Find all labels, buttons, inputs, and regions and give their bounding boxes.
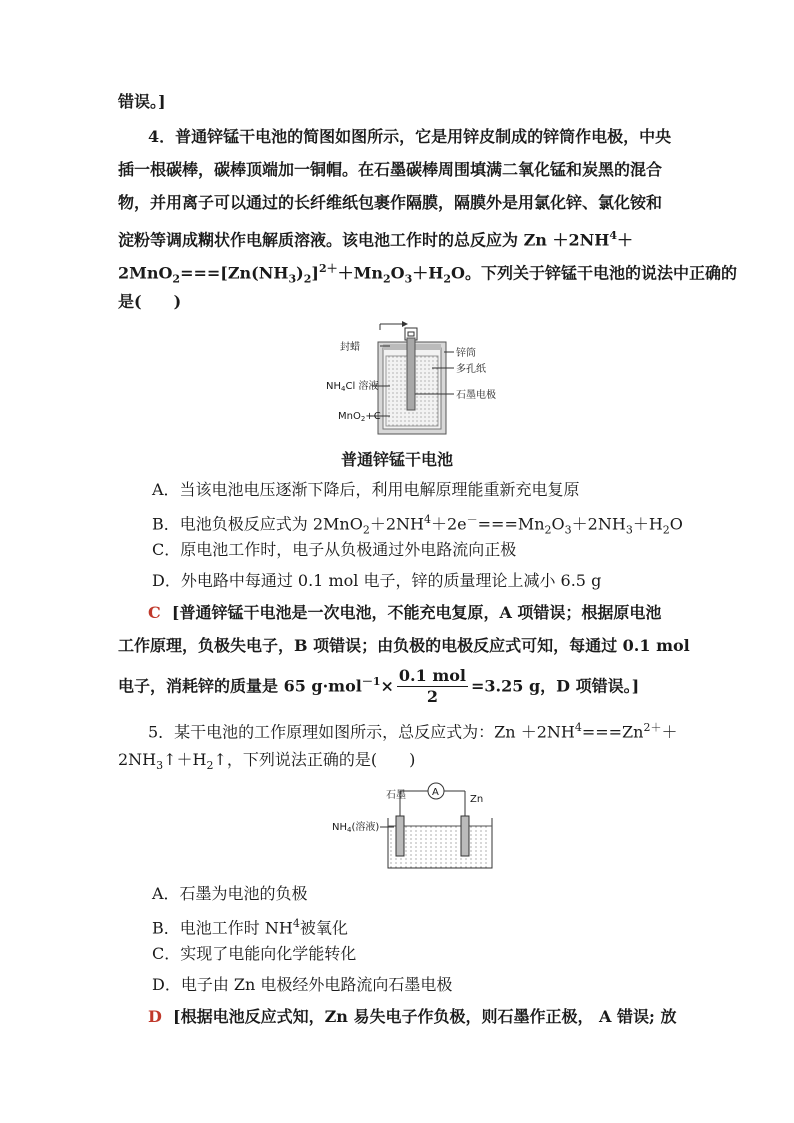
subscript: 3 xyxy=(564,523,572,537)
option-text: ＋2NH xyxy=(369,514,424,534)
q4-option-c: C．原电池工作时，电子从负极通过外电路流向正极 xyxy=(152,540,517,559)
subscript: 2 xyxy=(544,523,552,537)
option-text: ＋2NH xyxy=(571,514,626,534)
explanation-text: =3.25 g，D 项错误。] xyxy=(471,676,640,696)
fraction-denominator: 2 xyxy=(426,687,439,707)
zinc-electrode xyxy=(461,816,469,856)
q4-option-b: B．电池负极反应式为 $2MnO_2+2NH^4+2e^-===Mn_2O_3+2NH_3+H_2O$ xyxy=(152,513,683,537)
stem-text: 2NH xyxy=(118,750,157,769)
subscript: 2 xyxy=(443,272,452,286)
galvanic-cell-diagram xyxy=(330,778,510,873)
option-text: ＋H xyxy=(632,514,663,534)
superscript: 2＋ xyxy=(643,721,662,734)
subscript: 3 xyxy=(404,272,413,286)
stem-text: ===Zn xyxy=(581,722,644,742)
q4-stem-line-1: 4．普通锌锰干电池的简图如图所示，它是用锌皮制成的锌筒作电极，中央 xyxy=(148,127,672,146)
ammeter-label: A xyxy=(432,787,439,798)
subscript: 2 xyxy=(303,272,312,286)
superscript: － xyxy=(466,513,478,526)
label-nh4cl: $NH_4Cl$ 溶液 xyxy=(326,381,379,393)
superscript: 4 xyxy=(423,513,431,526)
option-text: ＋2e xyxy=(430,514,467,534)
q5-option-d: D．电子由 Zn 电极经外电路流向石墨电极 xyxy=(152,975,453,994)
label-graphite: 石墨电极 xyxy=(456,390,496,401)
q5-option-a: A．石墨为电池的负极 xyxy=(152,884,308,903)
superscript: 4 xyxy=(609,229,617,242)
q4-stem-text: 淀粉等调成糊状作电解质溶液。该电池工作时的总反应为 Zn ＋2NH xyxy=(118,230,610,250)
fraction-numerator: 0.1 mol xyxy=(398,666,467,686)
formula-part: ＋H xyxy=(412,263,444,283)
superscript: 4 xyxy=(292,917,300,930)
explanation-text: [根据电池反应式知，Zn 易失电子作负极，则石墨作正极， A 错误; 放 xyxy=(173,1007,677,1026)
q5-explanation-line-1 xyxy=(148,1005,677,1029)
subscript: 2 xyxy=(382,272,391,286)
q4-stem-line-6: 是( ) xyxy=(118,292,182,311)
option-text: 被氧化 xyxy=(299,918,348,938)
label-zinc-can: 锌筒 xyxy=(456,348,476,359)
q5-answer: D xyxy=(148,1007,162,1026)
subscript: 3 xyxy=(156,759,164,773)
q4-answer: C xyxy=(148,603,161,622)
subscript: 2 xyxy=(206,759,214,773)
stem-text: 5．某干电池的工作原理如图所示，总反应式为：Zn ＋2NH xyxy=(148,722,575,742)
times-sign: × xyxy=(380,676,394,696)
subscript: 3 xyxy=(288,272,297,286)
subscript: 3 xyxy=(625,523,633,537)
dry-cell-diagram xyxy=(320,316,520,441)
q4-explanation-line-1 xyxy=(148,601,661,625)
superscript: －1 xyxy=(361,675,381,688)
q5-stem-line-1 xyxy=(148,716,677,744)
stem-text: ↑＋H xyxy=(163,750,207,769)
stem-text: ↑，下列说法正确的是( ) xyxy=(213,750,416,769)
q4-option-d: D．外电路中每通过 0.1 mol 电子，锌的质量理论上减小 6.5 g xyxy=(152,571,602,590)
arrow-head xyxy=(402,321,408,327)
q4-stem-line-5: $2MnO_2===[Zn(NH_3)_2]^{2+}+Mn_2O_3+H_2O$。下列关于锌锰干电池的说法中正确的 xyxy=(118,262,737,286)
label-mno2: MnO$_2$+C xyxy=(338,411,381,423)
subscript: 2 xyxy=(362,523,370,537)
option-text: ===Mn xyxy=(477,514,545,534)
q5-stem-line-2 xyxy=(118,748,415,778)
label-porous-paper: 多孔纸 xyxy=(456,364,486,375)
q5-option-b xyxy=(152,912,348,940)
q4-explanation-line-2: 工作原理，负极失电子，B 项错误；由负极的电极反应式可知，每通过 0.1 mol xyxy=(118,636,690,655)
q4-explanation-line-3 xyxy=(118,660,639,708)
superscript: 4 xyxy=(574,721,582,734)
plus-sign: ＋ xyxy=(617,230,634,250)
subscript: 2 xyxy=(662,523,670,537)
formula-part: 2MnO xyxy=(118,263,173,283)
explanation-text: 电子，消耗锌的质量是 65 g·mol xyxy=(118,676,362,696)
graphite-rod xyxy=(407,338,415,410)
option-text: O xyxy=(669,514,683,534)
label-seal-wax: 封蜡 xyxy=(340,342,360,353)
label-zn: Zn xyxy=(470,794,484,805)
option-text: B．电池工作时 NH xyxy=(152,918,293,938)
formula-part: ＋Mn xyxy=(337,263,383,283)
solution xyxy=(390,826,490,868)
stem-text: ＋ xyxy=(661,722,678,742)
formula-part: O。下列关于锌锰干电池的说法中正确的 xyxy=(451,263,737,283)
label-nh4-solution: $NH_4$(溶液) xyxy=(332,822,380,834)
subscript: 2 xyxy=(172,272,181,286)
q4-stem-line-4 xyxy=(118,224,633,252)
superscript: 2＋ xyxy=(318,262,338,275)
option-text: B．电池负极反应式为 2MnO xyxy=(152,514,363,534)
explanation-text: [普通锌锰干电池是一次电池，不能充电复原，A 项错误；根据原电池 xyxy=(171,603,662,622)
q4-option-a: A．当该电池电压逐渐下降后，利用电解原理能重新充电复原 xyxy=(152,480,580,499)
q4-stem-line-3: 物，并用离子可以通过的长纤维纸包裹作隔膜，隔膜外是用氯化锌、氯化铵和 xyxy=(118,193,663,212)
figure-caption: 普通锌锰干电池 xyxy=(340,450,453,469)
label-graphite: 石墨 xyxy=(386,790,406,801)
q5-option-c: C．实现了电能向化学能转化 xyxy=(152,944,357,963)
fraction xyxy=(397,666,468,707)
formula-part: ===[Zn(NH xyxy=(180,263,289,283)
q3-explanation-tail: 错误。] xyxy=(118,92,166,111)
q4-stem-line-2: 插一根碳棒，碳棒顶端加一铜帽。在石墨碳棒周围填满二氧化锰和炭黑的混合 xyxy=(118,160,663,179)
graphite-electrode xyxy=(396,816,404,856)
